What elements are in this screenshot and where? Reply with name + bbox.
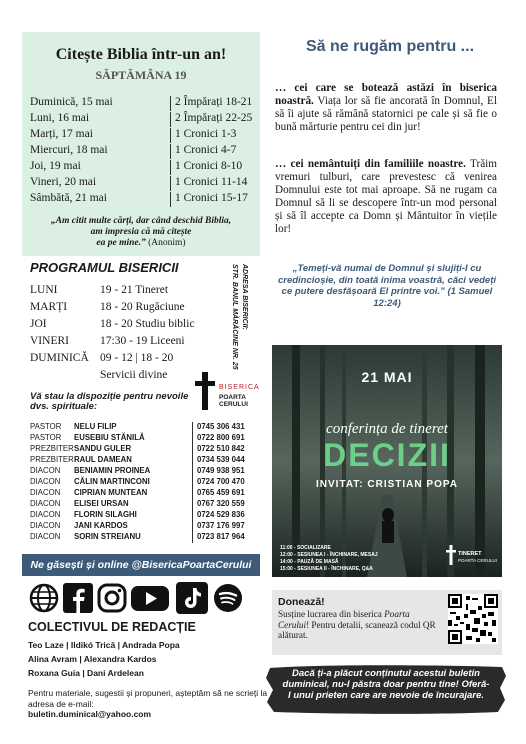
availability-note: Vă stau la dispoziție pentru nevoile dvs. spirituale: (30, 391, 189, 412)
poster-subtitle: conferința de tineret (326, 421, 448, 437)
tiktok-icon[interactable] (176, 582, 208, 614)
hiker-figure (382, 508, 394, 522)
qr-code[interactable] (448, 594, 498, 644)
staff-row: DIACON FLORIN SILAGHI 0724 529 836 (30, 510, 245, 519)
bible-quote: „Am citit multe cărți, dar când deschid Biblia, am impresia că mă citește ea pe mine.” (Anonim) (50, 216, 232, 248)
spotify-icon[interactable] (212, 582, 244, 614)
program-title: PROGRAMUL BISERICII (30, 260, 179, 275)
cross-icon (195, 372, 215, 410)
staff-row: DIACON BENIAMIN PROINEA 0749 938 951 (30, 466, 245, 475)
poster-title: DECIZII (323, 437, 451, 473)
staff-row: DIACON JANI KARDOS 0737 176 997 (30, 521, 245, 530)
conference-poster: 21 MAI conferința de tineret DECIZII INVITAT: CRISTIAN POPA 11:00 - SOCIALIZARE 12:00 - SESIUNEA I - ÎNCHINARE, MESAJ 14:00 - PAUZĂ DE MASĂ 15:00 - SESIUNEA II - ÎNCHINARE, Q&A TINERET POARTA CERULUI (272, 345, 502, 577)
donate-title: Donează! (278, 596, 325, 608)
staff-row: PREZBITER SANDU GULER 0722 510 842 (30, 444, 245, 453)
bible-verse: „Temeți-vă numai de Domnul și slujiți-I cu credincioșie, din toată inima voastră, căci vedeți ce putere desfășoară El printre voi.” (1 Samuel 12:24) (277, 263, 497, 309)
staff-row: DIACON ELISEI URSAN 0767 320 559 (30, 499, 245, 508)
globe-icon[interactable] (28, 582, 60, 614)
editorial-line: Alina Avram | Alexandra Kardos (28, 654, 157, 664)
editorial-title: COLECTIVUL DE REDACȚIE (28, 620, 196, 634)
reading-row: Joi, 19 mai 1 Cronici 8-10 (30, 160, 260, 175)
church-logo: BISERICA POARTA CERULUI (195, 372, 265, 410)
bible-reading-box (22, 32, 260, 256)
facebook-icon[interactable] (62, 582, 94, 614)
reading-row: Luni, 16 mai 2 Împărați 22-25 (30, 112, 260, 127)
reading-row: Vineri, 20 mai 1 Cronici 11-14 (30, 176, 260, 191)
poster-guest: INVITAT: CRISTIAN POPA (316, 479, 458, 490)
staff-row: PREZBITER RAUL DAMEAN 0734 539 044 (30, 455, 245, 464)
donate-text: Susține lucrarea din biserica Poarta Cerului! Pentru detalii, scanează codul QR alăturat. (278, 609, 436, 640)
share-banner (264, 662, 508, 716)
share-text: Dacă ți-a plăcut conținutul acestui buletin duminical, nu-l păstra doar pentru tine! Oferă-l unui prieten care are nevoie de încurajare. (282, 668, 490, 701)
poster-schedule: 11:00 - SOCIALIZARE 12:00 - SESIUNEA I - ÎNCHINARE, MESAJ 14:00 - PAUZĂ DE MASĂ 15:00 - SESIUNEA II - ÎNCHINARE, Q&A (280, 545, 378, 572)
staff-row: PASTOR NELU FILIP 0745 306 431 (30, 422, 245, 431)
reading-row: Duminică, 15 mai 2 Împărați 18-21 (30, 96, 260, 111)
reading-row: Marți, 17 mai 1 Cronici 1-3 (30, 128, 260, 143)
reading-row: Miercuri, 18 mai 1 Cronici 4-7 (30, 144, 260, 159)
youtube-icon[interactable] (130, 582, 170, 614)
prayer-title: Să ne rugăm pentru ... (305, 38, 475, 55)
reading-row: Sâmbătă, 21 mai 1 Cronici 15-17 (30, 192, 260, 207)
staff-row: DIACON CIPRIAN MUNTEAN 0765 459 691 (30, 488, 245, 497)
staff-row: DIACON CĂLIN MARTINCONI 0724 700 470 (30, 477, 245, 486)
poster-date: 21 MAI (361, 369, 413, 385)
prayer-paragraph-2: … cei nemântuiți din familiile noastre. Trăim vremuri tulburi, care prevestesc că venirea Domnului este tot mai aproape. Să ne rugam ca Domnul să li se descopere într-un mod personal și să îl accepte ca Domn și Mântuitor în viețile lor! (275, 158, 497, 235)
instagram-icon[interactable] (96, 582, 128, 614)
bible-week: SĂPTĂMÂNA 19 (95, 68, 187, 82)
prayer-paragraph-1: … cei care se botează astăzi în biserica noastră. Viața lor să fie ancorată în Domnul, El să îi ajute să rămână statornici pe cale și să fie o bună mărturie pentru cei din jur! (275, 82, 497, 133)
contact-email[interactable]: buletin.duminical@yahoo.com (28, 709, 152, 719)
staff-row: DIACON SORIN STREIANU 0723 817 964 (30, 532, 245, 541)
staff-row: PASTOR EUSEBIU STĂNILĂ 0722 800 691 (30, 433, 245, 442)
church-address: ADRESA BISERICII: STR. BANUL MĂRĂCINE NR. 25 (231, 264, 248, 370)
bible-title: Citește Biblia într-un an! (55, 46, 227, 63)
online-banner[interactable]: Ne găsești și online @BisericaPoartaCerului (22, 554, 260, 576)
contact-note: Pentru materiale, sugestii și propuneri, așteptăm să ne scrieți la adresa de e-mail: buletin.duminical@yahoo.com (28, 688, 268, 719)
editorial-line: Roxana Guia | Dani Ardelean (28, 668, 144, 678)
editorial-line: Teo Laze | Ildikó Trică | Andrada Popa (28, 640, 180, 650)
cross-icon (446, 545, 456, 565)
